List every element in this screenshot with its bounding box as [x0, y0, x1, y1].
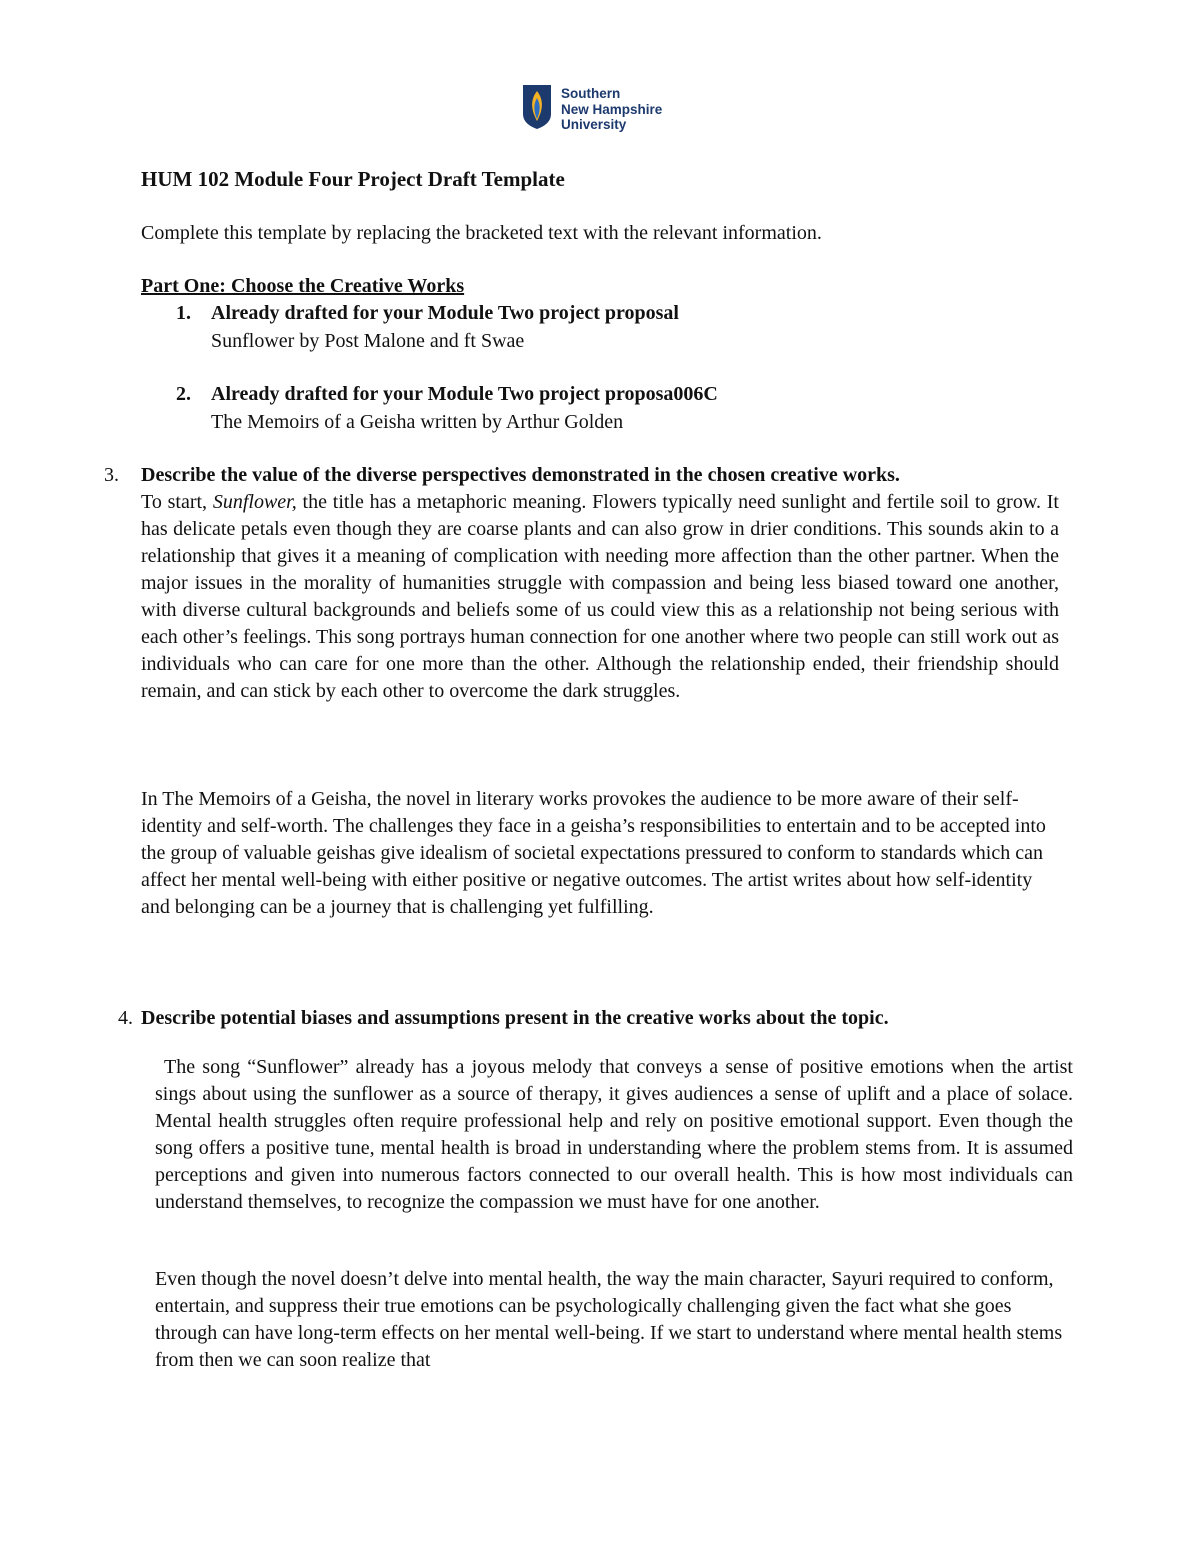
list-number: 1. — [176, 302, 191, 324]
logo-wordmark — [561, 86, 662, 133]
question-number: 4. — [118, 1007, 133, 1029]
q3-paragraph-sunflower — [141, 489, 1059, 705]
logo-line-2: New Hampshire — [561, 101, 663, 117]
paragraph-text: the title has a metaphoric meaning. Flowers typically need sunlight and fertile soil to grow. It has delicate petals even though they are coarse plants and can also grow in drier conditions. This sounds akin to a relationship that gives it a meaning of complication with needing more affection than the other partner. When the major issues in the morality of humanities struggle with compassion and being less biased toward one another, with diverse cultural backgrounds and beliefs some of us could view this as a relationship not being serious with each other’s feelings. This song portrays human connection for one another where two people can still work out as individuals who can care for one more than the other. Although the relationship ended, their friendship should remain, and can stick by each other to overcome the dark struggles. — [141, 491, 1059, 702]
list-item-heading: Already drafted for your Module Two project proposal — [211, 302, 679, 324]
logo-line-1: Southern — [561, 86, 621, 101]
list-item-heading: Already drafted for your Module Two project proposa006C — [211, 383, 718, 405]
snhu-shield-icon — [522, 84, 552, 130]
q3-paragraph-geisha: In The Memoirs of a Geisha, the novel in literary works provokes the audience to be more aware of their self-identity and self-worth. The challenges they face in a geisha’s responsibilities to entertain and to be accepted into the group of valuable geishas give idealism of societal expectations pressured to conform to standards which can affect her mental well-being with either positive or negative outcomes. The artist writes about how self-identity and belonging can be a journey that is challenging yet fulfilling. — [141, 788, 1046, 918]
question-text: Describe the value of the diverse perspectives demonstrated in the chosen creative works. — [141, 464, 900, 486]
list-number: 2. — [176, 383, 191, 405]
list-item-answer: The Memoirs of a Geisha written by Arthur Golden — [211, 411, 624, 433]
question-number: 3. — [104, 464, 119, 486]
document-title: HUM 102 Module Four Project Draft Template — [141, 167, 565, 191]
logo-line-3: University — [561, 117, 627, 132]
snhu-logo — [522, 84, 662, 133]
template-instructions: Complete this template by replacing the bracketed text with the relevant information. — [141, 222, 822, 244]
part-one-heading: Part One: Choose the Creative Works — [141, 275, 465, 297]
song-title-italic: Sunflower, — [212, 491, 297, 513]
list-item-answer: Sunflower by Post Malone and ft Swae — [211, 330, 525, 352]
q4-paragraph-sunflower: The song “Sunflower” already has a joyous melody that conveys a sense of positive emotions when the artist sings about using the sunflower as a source of therapy, it gives audiences a sense of uplift and a place of solace. Mental health struggles often require professional help and rely on positive emotional support. Even though the song offers a positive tune, mental health is broad in understanding where the problem stems from. It is assumed perceptions and given into numerous factors connected to our overall health. This is how most individuals can understand themselves, to recognize the compassion we must have for one another. — [155, 1056, 1073, 1213]
q4-paragraph-geisha: Even though the novel doesn’t delve into mental health, the way the main character, Sayuri required to conform, entertain, and suppress their true emotions can be psychologically challenging given the fact what she goes through can have long-term effects on her mental well-being. If we start to understand where mental health stems from then we can soon realize that — [155, 1268, 1063, 1371]
paragraph-text: To start, — [141, 491, 213, 513]
question-text: Describe potential biases and assumptions present in the creative works about the topic. — [141, 1007, 889, 1029]
